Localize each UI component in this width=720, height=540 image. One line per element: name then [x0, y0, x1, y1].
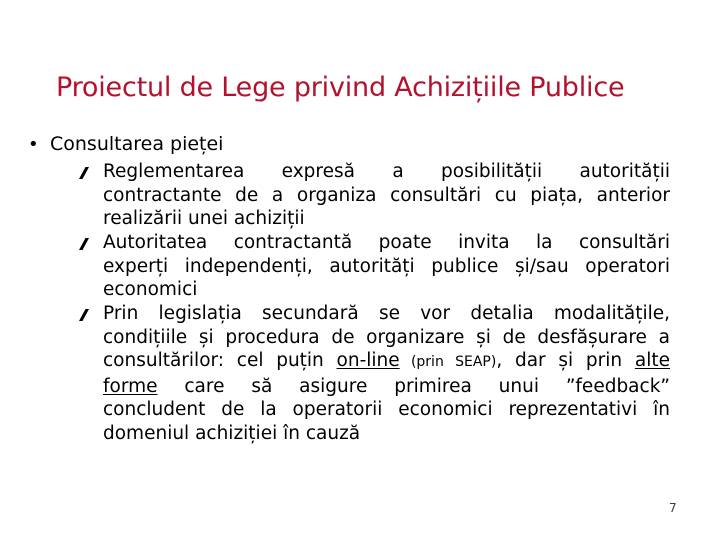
subitem-line: concludent de la operatorii economici reprezentativi în	[103, 399, 670, 420]
text-span: consultărilor: cel puțin	[103, 350, 337, 371]
page-number: 7	[669, 501, 677, 515]
subitem-line: condițiile și procedura de organizare și de desfășurare a	[103, 326, 670, 348]
underlined-alte: alte	[634, 350, 670, 371]
bullet-item-consultarea	[28, 133, 223, 155]
subitem-line: contractante de a organiza consultări cu piața, anterior	[103, 184, 670, 206]
subitem-line: Reglementarea expresă a posibilității autorității	[103, 161, 670, 182]
text-span: , dar și prin	[496, 350, 635, 371]
link-online: on-line	[336, 350, 400, 371]
slash-arrow-icon	[79, 167, 89, 179]
subitem-line: domeniul achiziției în cauză	[103, 422, 361, 444]
bullet-label: Consultarea pieței	[50, 133, 224, 155]
subitem-line: realizării unei achiziții	[103, 208, 305, 229]
subitem-line	[103, 375, 670, 399]
subitem-line: Autoritatea contractantă poate invita la consultări	[103, 232, 670, 253]
slide-title: Proiectul de Lege privind Achizițiile Publice	[56, 72, 625, 103]
subitem-reglementarea	[103, 160, 670, 231]
subitem-line: economici	[103, 279, 198, 300]
slash-arrow-icon	[79, 238, 89, 250]
text-span: care să asigure primirea unui ”feedback”	[157, 375, 670, 397]
subitem-line	[103, 349, 670, 375]
text-span-seap: (prin SEAP)	[399, 354, 497, 370]
subitem-line: experți independenți, autorități publice și/sau operatori	[103, 255, 670, 277]
subitem-autoritatea	[103, 231, 670, 302]
subitem-legislatia	[103, 302, 670, 445]
slash-arrow-icon	[79, 309, 89, 321]
bullet-dot-icon: •	[28, 134, 39, 155]
underlined-forme: forme	[103, 375, 158, 397]
subitem-line: Prin legislația secundară se vor detalia modalitățile,	[103, 303, 670, 324]
